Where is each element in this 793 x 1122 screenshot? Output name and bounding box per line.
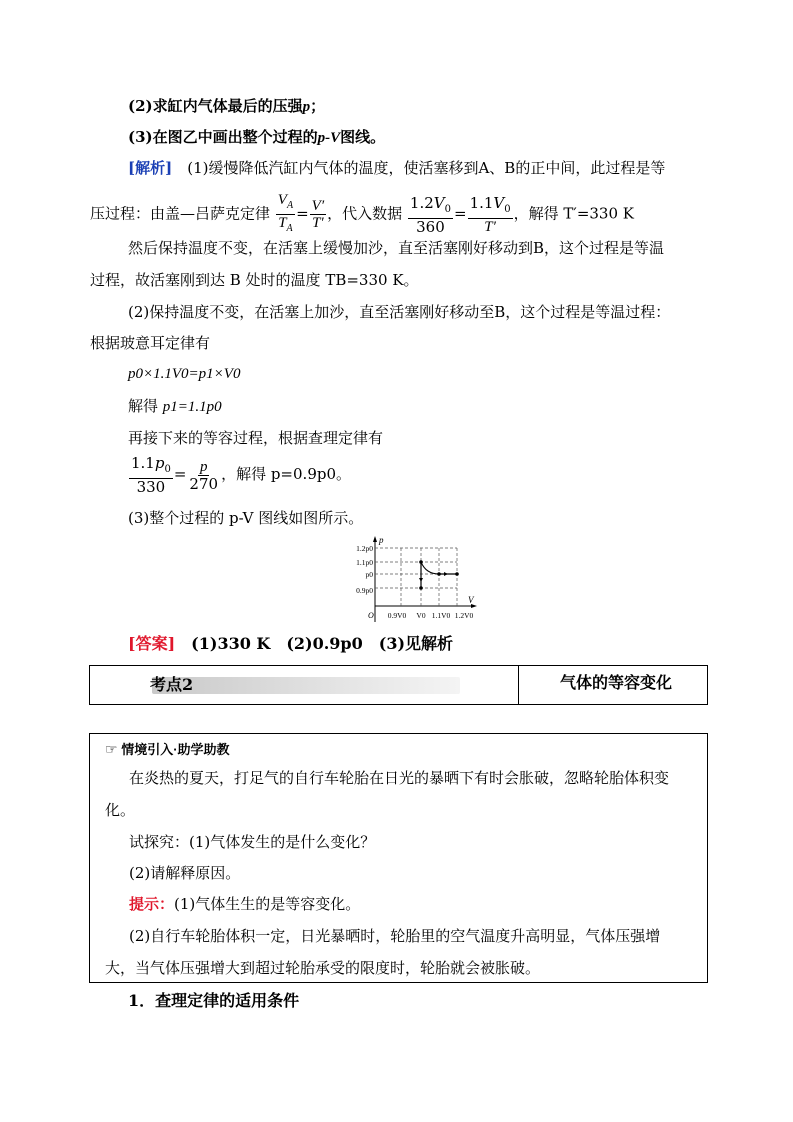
solution-line-3: 然后保持温度不变，在活塞上缓慢加沙，直至活塞刚好移动到B，这个过程是等温 xyxy=(128,239,665,257)
kaodian-title: 气体的等容变化 xyxy=(560,673,673,692)
hint-line-3: 大，当气体压强增大到超过轮胎承受的限度时，轮胎就会被胀破。 xyxy=(105,959,541,977)
scenario-box xyxy=(89,733,708,983)
scenario-p1-b: 化。 xyxy=(105,801,136,819)
scenario-q2: (2)请解释原因。 xyxy=(129,864,241,882)
question-2: (2)求缸内气体最后的压强p； xyxy=(128,97,326,115)
answer-line: [答案] (1)330 K (2)0.9p0 (3)见解析 xyxy=(128,634,454,653)
solution-line-1: [解析] (1)缓慢降低汽缸内气体的温度，使活塞移到A、B的正中间，此过程是等 xyxy=(128,159,666,177)
fraction-charles-right: $\frac{p}{270}$ xyxy=(189,458,219,493)
fraction-gay-lussac-left: $\frac{V_A}{T_A}$ xyxy=(277,192,294,234)
hint-line-1: 提示：(1)气体生生的是等容变化。 xyxy=(129,895,361,913)
ytick-3: p0 xyxy=(365,570,373,579)
ytick-2: 1.1p0 xyxy=(356,558,373,567)
hint-line-2: (2)自行车轮胎体积一定，日光暴晒时，轮胎里的空气温度升高明显，气体压强增 xyxy=(129,927,661,945)
p-v-graph xyxy=(340,534,490,626)
fraction-data-right: $\frac{1.1V_0}{T'}$ xyxy=(469,193,511,235)
xtick-1: 0.9V0 xyxy=(387,611,407,620)
fraction-gay-lussac-right: $\frac{V'}{T'}$ xyxy=(311,198,325,231)
fraction-charles-left: $\frac{1.1p_0}{330}$ xyxy=(131,454,171,496)
graph-ylabel: p xyxy=(379,535,384,545)
solution-line-7: 再接下来的等容过程，根据查理定律有 xyxy=(128,429,384,447)
kaodian-header xyxy=(89,665,708,705)
hand-pointer-icon: ☞ xyxy=(105,741,118,757)
kaodian-label: 考点2 xyxy=(150,675,194,694)
equation-p1: 解得 p1=1.1p0 xyxy=(128,397,222,415)
solution-line-5: (2)保持温度不变，在活塞上加沙，直至活塞刚好移动至B，这个过程是等温过程： xyxy=(128,303,671,321)
solution-line-4: 过程，故活塞刚到达 B 处时的温度 TB=330 K。 xyxy=(90,271,419,289)
graph-origin: O xyxy=(368,611,374,620)
equation-charles: $\frac{1.1p_0}{330}$ = $\frac{p}{270}$ ，解得 p=0.9p0。 xyxy=(131,454,352,496)
xtick-4: 1.2V0 xyxy=(454,611,474,620)
solution-line-6: 根据玻意耳定律有 xyxy=(90,334,211,352)
kaodian-band xyxy=(152,677,460,694)
xtick-3: 1.1V0 xyxy=(431,611,451,620)
graph-xlabel: V xyxy=(468,595,474,605)
xtick-2: V0 xyxy=(416,611,426,620)
equation-boyle: p0×1.1V0=p1×V0 xyxy=(128,366,241,382)
ytick-4: 0.9p0 xyxy=(356,586,373,595)
ytick-1: 1.2p0 xyxy=(356,544,373,553)
scenario-p1-a: 在炎热的夏天，打足气的自行车轮胎在日光的暴晒下有时会胀破，忽略轮胎体积变 xyxy=(129,769,670,787)
solution-line-8: (3)整个过程的 p-V 图线如图所示。 xyxy=(128,509,364,527)
fraction-data-left: $\frac{1.2V_0}{360}$ xyxy=(409,193,451,236)
scenario-q1: 试探究：(1)气体发生的是什么变化？ xyxy=(129,833,376,851)
kaodian-divider xyxy=(518,666,519,704)
scenario-title: ☞ 情境引入·助学助教 xyxy=(105,741,230,757)
section-heading: 1．查理定律的适用条件 xyxy=(128,991,300,1010)
question-3: (3)在图乙中画出整个过程的p-V图线。 xyxy=(128,128,386,146)
solution-line-2: 压过程：由盖—吕萨克定律 $\frac{V_A}{T_A}$ = $\frac{V'}{T'}$ ，代入数据 $\frac{1.2V_0}{360}$ = $\frac{1.1V_0}{T'}$ ，解得 T′=330 K xyxy=(90,192,634,236)
